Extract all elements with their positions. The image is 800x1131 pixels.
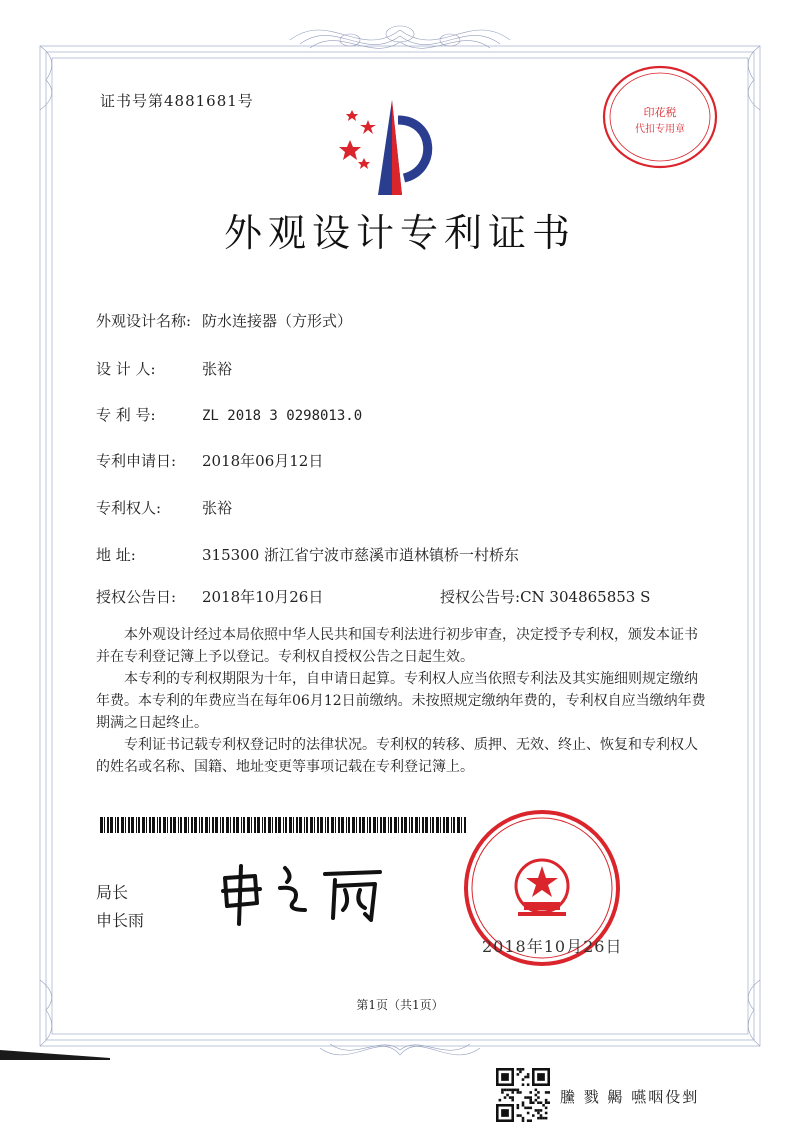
qr-cell xyxy=(501,1091,504,1094)
barcode-bar xyxy=(419,817,420,833)
qr-cell xyxy=(519,1071,522,1074)
barcode-bar xyxy=(236,817,239,833)
qr-cell xyxy=(535,1109,538,1112)
barcode-bar xyxy=(348,817,350,833)
patent-office-emblem-icon xyxy=(330,100,440,200)
barcode-bar xyxy=(377,817,378,833)
address-label: 地 址: xyxy=(96,546,136,564)
qr-cell xyxy=(527,1073,530,1076)
barcode-bar xyxy=(422,817,424,833)
barcode-bar xyxy=(359,817,361,833)
qr-cell xyxy=(496,1104,499,1122)
qr-cell xyxy=(524,1107,527,1110)
qr-cell xyxy=(529,1096,532,1099)
qr-cell xyxy=(545,1099,548,1102)
qr-cell xyxy=(545,1101,548,1104)
paragraph-2: 本专利的专利权期限为十年，自申请日起算。专利权人应当依照专利法及其实施细则规定缴纳年费。本专利的年费应当在每年06月12日前缴纳。未按照规定缴纳年费的，专利权自应当缴纳年费期满之日起终止。 xyxy=(96,671,706,731)
barcode-bar xyxy=(115,817,116,833)
barcode-bar xyxy=(230,817,231,833)
field-filing-date xyxy=(96,450,323,471)
qr-cell xyxy=(540,1109,543,1112)
qr-cell xyxy=(517,1107,520,1110)
qr-cell xyxy=(501,1109,509,1117)
qr-cell xyxy=(517,1068,520,1071)
barcode-bar xyxy=(310,817,313,833)
qr-cell xyxy=(501,1089,504,1092)
barcode-bar xyxy=(257,817,260,833)
barcode-bar xyxy=(212,817,214,833)
barcode-bar xyxy=(201,817,203,833)
barcode-bar xyxy=(432,817,434,833)
barcode-bar xyxy=(121,817,124,833)
barcode-bar xyxy=(338,817,340,833)
qr-cell xyxy=(527,1076,530,1079)
qr-cell xyxy=(496,1068,514,1071)
filing-date-value: 2018年06月12日 xyxy=(202,452,324,470)
qr-cell xyxy=(522,1101,525,1104)
qr-cell xyxy=(522,1119,525,1122)
barcode-bar xyxy=(254,817,256,833)
qr-cell xyxy=(537,1096,540,1099)
barcode-bar xyxy=(341,817,344,833)
qr-cell xyxy=(517,1073,520,1076)
barcode-bar xyxy=(205,817,208,833)
barcode-bar xyxy=(325,817,326,833)
barcode-bar xyxy=(401,817,403,833)
qr-cell xyxy=(545,1091,548,1094)
barcode-bar xyxy=(369,817,371,833)
qr-cell xyxy=(522,1078,525,1081)
barcode-bar xyxy=(380,817,382,833)
qr-cell xyxy=(537,1112,540,1115)
barcode-bar xyxy=(283,817,284,833)
qr-cell xyxy=(511,1068,514,1086)
barcode-bar xyxy=(226,817,229,833)
grant-number-value: CN 304865853 S xyxy=(520,588,651,606)
barcode-bar xyxy=(409,817,410,833)
barcode-bar xyxy=(331,817,334,833)
qr-cell xyxy=(522,1104,525,1107)
qr-cell xyxy=(511,1099,514,1102)
seal-date: 2018年10月26日 xyxy=(482,937,623,956)
qr-cell xyxy=(517,1114,520,1117)
qr-cell xyxy=(514,1089,517,1092)
barcode-bar xyxy=(104,817,105,833)
qr-cell xyxy=(511,1091,514,1094)
director-name: 申长雨 xyxy=(96,911,145,930)
qr-cell xyxy=(542,1117,545,1120)
qr-cell xyxy=(529,1119,532,1122)
qr-cell xyxy=(511,1089,514,1092)
barcode-bar xyxy=(180,817,182,833)
barcode-bar xyxy=(306,817,308,833)
qr-cell xyxy=(496,1119,514,1122)
barcode-bar xyxy=(443,817,445,833)
field-grant-date xyxy=(96,586,323,607)
qr-cell xyxy=(542,1104,545,1107)
qr-cell xyxy=(511,1104,514,1122)
qr-cell xyxy=(504,1089,507,1092)
barcode-bar xyxy=(146,817,147,833)
qr-cell xyxy=(499,1099,502,1102)
field-patent-number xyxy=(96,404,362,425)
qr-cell xyxy=(535,1099,538,1102)
qr-cell xyxy=(532,1101,535,1104)
barcode-bar xyxy=(278,817,281,833)
barcode-bar xyxy=(404,817,407,833)
barcode-bar xyxy=(178,817,179,833)
director-title: 局长 xyxy=(96,883,129,902)
qr-cell xyxy=(535,1089,538,1092)
barcode-bar xyxy=(346,817,347,833)
footer-stray-text: 黱 戮 齃 嚥咽伇剉 xyxy=(560,1088,700,1106)
qr-cell xyxy=(532,1083,550,1086)
qr-cell xyxy=(527,1119,530,1122)
qr-cell xyxy=(501,1073,509,1081)
barcode-bar xyxy=(430,817,431,833)
qr-cell xyxy=(537,1109,540,1112)
barcode-bar xyxy=(152,817,155,833)
barcode-bar xyxy=(199,817,200,833)
barcode-bar xyxy=(220,817,221,833)
barcode-bar xyxy=(100,817,103,833)
barcode-bar xyxy=(320,817,323,833)
barcode-bar xyxy=(191,817,193,833)
barcode-bar xyxy=(446,817,449,833)
barcode-bar xyxy=(362,817,365,833)
qr-cell xyxy=(527,1112,530,1115)
designer-label: 设 计 人: xyxy=(96,360,156,378)
barcode-bar xyxy=(398,817,399,833)
barcode-bar xyxy=(383,817,386,833)
barcode-bar xyxy=(317,817,319,833)
barcode-bar xyxy=(117,817,119,833)
barcode-bar xyxy=(296,817,298,833)
field-designer xyxy=(96,358,232,379)
barcode-bar xyxy=(136,817,137,833)
qr-cell xyxy=(517,1104,520,1107)
barcode-bar xyxy=(415,817,418,833)
barcode-bar xyxy=(352,817,355,833)
barcode-bar xyxy=(233,817,235,833)
barcode-bar xyxy=(247,817,250,833)
barcode-bar xyxy=(425,817,428,833)
qr-cell xyxy=(547,1101,550,1104)
qr-cell xyxy=(537,1091,540,1094)
barcode-bar xyxy=(241,817,242,833)
barcode-bar xyxy=(335,817,336,833)
qr-cell xyxy=(540,1117,543,1120)
barcode-bar xyxy=(188,817,189,833)
qr-cell xyxy=(540,1114,543,1117)
barcode-bar xyxy=(125,817,126,833)
qr-cell xyxy=(527,1107,530,1110)
barcode-bar xyxy=(436,817,439,833)
qr-cell xyxy=(535,1094,538,1097)
qr-cell xyxy=(504,1096,507,1099)
barcode-bar xyxy=(251,817,252,833)
qr-cell xyxy=(545,1117,548,1120)
qr-cell xyxy=(517,1089,520,1092)
qr-cell xyxy=(509,1096,512,1099)
barcode-bar xyxy=(268,817,271,833)
field-patentee xyxy=(96,497,232,518)
qr-cell xyxy=(537,1073,545,1081)
field-design-name xyxy=(96,310,352,331)
barcode-bar xyxy=(367,817,368,833)
paragraph-1: 本外观设计经过本局依照中华人民共和国专利法进行初步审查，决定授予专利权，颁发本证书并在专利登记簿上予以登记。专利权自授权公告之日起生效。 xyxy=(96,627,698,665)
barcode-bar xyxy=(159,817,161,833)
barcode-bar xyxy=(285,817,287,833)
certificate-number: 证书号第4881681号 xyxy=(100,92,254,110)
qr-cell xyxy=(527,1096,530,1099)
qr-cell xyxy=(496,1068,499,1086)
qr-code xyxy=(496,1068,550,1122)
qr-cell xyxy=(509,1089,512,1092)
qr-cell xyxy=(529,1091,532,1094)
qr-cell xyxy=(519,1091,522,1094)
patentee-label: 专利权人: xyxy=(96,499,162,517)
patent-number-value: ZL 2018 3 0298013.0 xyxy=(202,408,363,424)
barcode-bar xyxy=(411,817,413,833)
field-address xyxy=(96,544,519,565)
field-grant-number xyxy=(440,586,650,607)
barcode xyxy=(100,817,466,833)
barcode-bar xyxy=(373,817,376,833)
barcode-bar xyxy=(243,817,245,833)
qr-cell xyxy=(529,1107,532,1110)
patent-number-label: 专 利 号: xyxy=(96,406,156,424)
qr-cell xyxy=(547,1068,550,1086)
filing-date-label: 专利申请日: xyxy=(96,452,177,470)
tax-stamp xyxy=(600,62,720,172)
barcode-bar xyxy=(327,817,329,833)
barcode-bar xyxy=(131,817,134,833)
barcode-bar xyxy=(167,817,168,833)
qr-cell xyxy=(537,1117,540,1120)
qr-cell xyxy=(522,1068,525,1071)
barcode-bar xyxy=(107,817,109,833)
qr-cell xyxy=(506,1094,509,1097)
barcode-bar xyxy=(194,817,197,833)
qr-cell xyxy=(522,1083,525,1086)
qr-cell xyxy=(519,1114,522,1117)
barcode-bar xyxy=(138,817,140,833)
barcode-bar xyxy=(209,817,210,833)
director-signature xyxy=(215,858,395,928)
qr-cell xyxy=(545,1112,548,1115)
qr-cell xyxy=(532,1068,550,1071)
barcode-bar xyxy=(457,817,460,833)
barcode-bar xyxy=(293,817,294,833)
barcode-bar xyxy=(110,817,113,833)
barcode-bar xyxy=(157,817,158,833)
design-name-label: 外观设计名称: xyxy=(96,312,192,330)
qr-cell xyxy=(519,1068,522,1071)
qr-cell xyxy=(540,1101,543,1104)
patentee-value: 张裕 xyxy=(202,499,233,517)
barcode-bar xyxy=(451,817,452,833)
barcode-bar xyxy=(163,817,166,833)
barcode-bar xyxy=(222,817,224,833)
barcode-bar xyxy=(173,817,176,833)
barcode-bar xyxy=(142,817,145,833)
barcode-bar xyxy=(128,817,130,833)
barcode-bar xyxy=(184,817,187,833)
grant-date-label: 授权公告日: xyxy=(96,588,177,606)
barcode-bar xyxy=(289,817,292,833)
barcode-bar xyxy=(304,817,305,833)
qr-cell xyxy=(496,1104,514,1107)
qr-cell xyxy=(524,1096,527,1099)
barcode-bar xyxy=(314,817,315,833)
qr-cell xyxy=(532,1114,535,1117)
tax-stamp-center-2: 代扣专用章 xyxy=(635,124,685,135)
qr-cell xyxy=(527,1083,530,1086)
barcode-bar xyxy=(453,817,455,833)
qr-cell xyxy=(529,1099,532,1102)
qr-cell xyxy=(529,1101,532,1104)
designer-value: 张裕 xyxy=(202,360,233,378)
barcode-bar xyxy=(262,817,263,833)
qr-cell xyxy=(537,1101,540,1104)
qr-cell xyxy=(522,1117,525,1120)
barcode-bar xyxy=(272,817,273,833)
paragraph-3: 专利证书记载专利权登记时的法律状况。专利权的转移、质押、无效、终止、恢复和专利权人的姓名或名称、国籍、地址变更等事项记载在专利登记簿上。 xyxy=(96,737,698,775)
barcode-bar xyxy=(275,817,277,833)
barcode-bar xyxy=(394,817,397,833)
barcode-bar xyxy=(390,817,392,833)
grant-number-label: 授权公告号: xyxy=(440,588,521,606)
certificate-title: 外观设计专利证书 xyxy=(223,211,576,255)
barcode-bar xyxy=(149,817,151,833)
address-value: 315300 浙江省宁波市慈溪市逍林镇桥一村桥东 xyxy=(202,546,520,564)
grant-date-value: 2018年10月26日 xyxy=(202,588,324,606)
qr-cell xyxy=(547,1091,550,1094)
qr-cell xyxy=(532,1068,535,1086)
barcode-bar xyxy=(440,817,441,833)
barcode-bar xyxy=(388,817,389,833)
qr-cell xyxy=(517,1091,520,1094)
qr-cell xyxy=(524,1076,527,1079)
body-text xyxy=(96,624,708,778)
barcode-bar xyxy=(299,817,302,833)
qr-cell xyxy=(545,1107,548,1110)
barcode-bar xyxy=(215,817,218,833)
page-number: 第1页（共1页） xyxy=(356,998,444,1012)
design-name-value: 防水连接器（方形式） xyxy=(202,312,353,330)
tax-stamp-center-1: 印花税 xyxy=(643,106,677,119)
barcode-bar xyxy=(264,817,266,833)
qr-cell xyxy=(496,1083,514,1086)
barcode-bar xyxy=(170,817,172,833)
qr-cell xyxy=(511,1096,514,1099)
barcode-bar xyxy=(356,817,357,833)
qr-cell xyxy=(506,1089,509,1092)
